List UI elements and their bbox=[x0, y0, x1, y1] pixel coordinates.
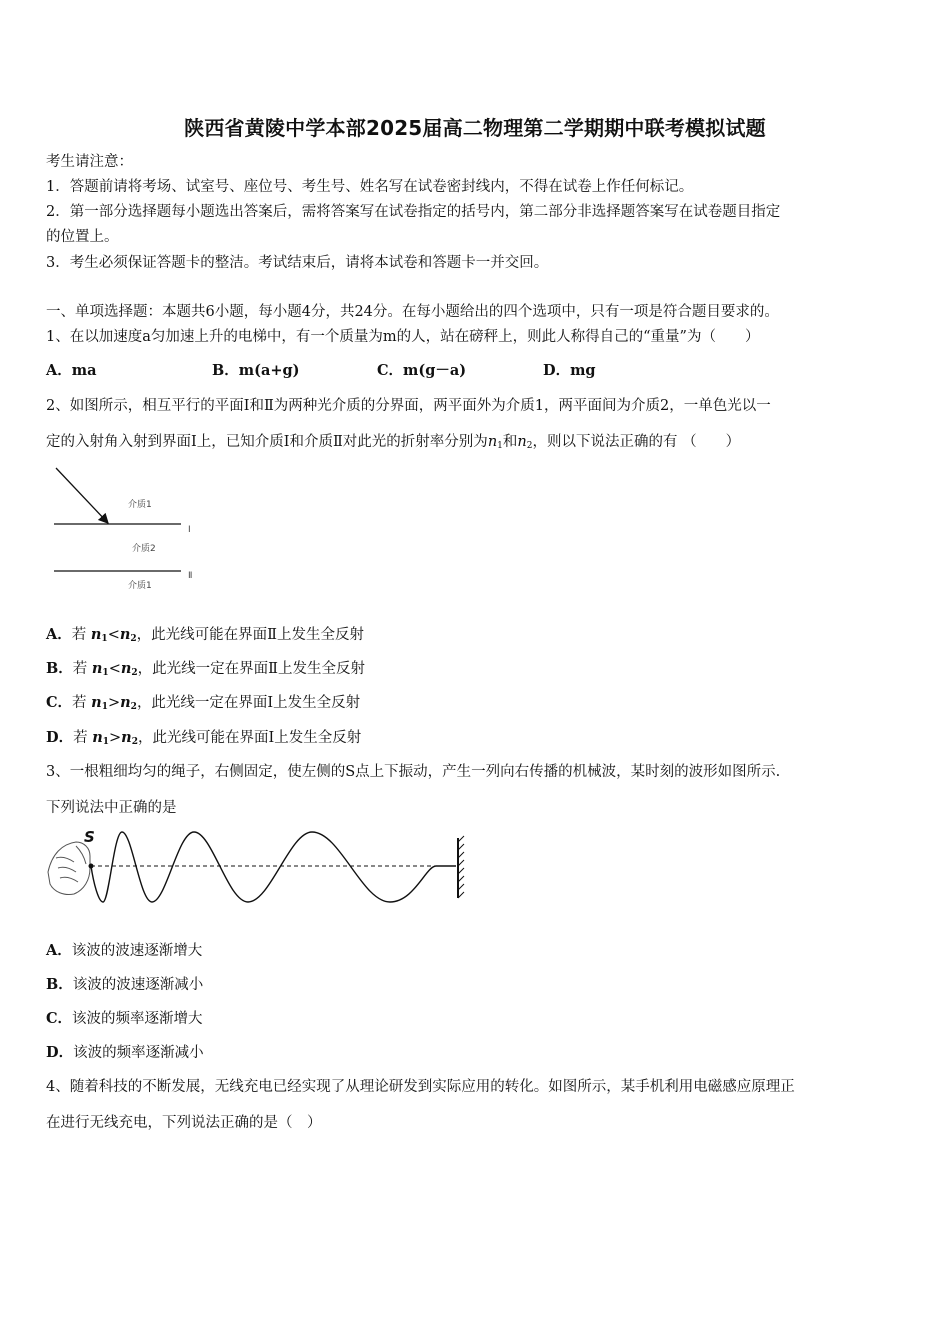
wave-curve bbox=[91, 832, 456, 902]
medium1-bottom-label: 介质1 bbox=[128, 581, 152, 591]
q1-option-d[interactable]: D．mg bbox=[543, 362, 596, 379]
q3-option-d[interactable]: D．该波的频率逐渐减小 bbox=[46, 1044, 204, 1061]
q1-stem: 1、在以加速度a匀加速上升的电梯中，有一个质量为m的人，站在磅秤上，则此人称得自己的“重量”为（ ） bbox=[46, 329, 760, 345]
q2-option-c[interactable]: C．若 $n_1>n_2$，此光线一定在界面Ⅰ上发生全反射 bbox=[46, 694, 361, 712]
page-title: 陕西省黄陵中学本部2025届高二物理第二学期期中联考模拟试题 bbox=[184, 116, 766, 140]
q3-option-a[interactable]: A．该波的波速逐渐增大 bbox=[46, 942, 203, 959]
medium2-label: 介质2 bbox=[132, 544, 156, 554]
q3-wave-figure bbox=[44, 828, 469, 912]
q1-option-a[interactable]: A．ma bbox=[46, 362, 97, 379]
q2-option-d[interactable]: D．若 $n_1>n_2$，此光线可能在界面Ⅰ上发生全反射 bbox=[46, 729, 362, 747]
q3-option-c[interactable]: C．该波的频率逐渐增大 bbox=[46, 1010, 203, 1027]
section-heading: 一、单项选择题：本题共6小题，每小题4分，共24分。在每小题给出的四个选项中，只有一项是符合题目要求的。 bbox=[46, 304, 779, 320]
q2-stem-line1: 2、如图所示，相互平行的平面Ⅰ和Ⅱ为两种光介质的分界面，两平面外为介质1，两平面间为介质2，一单色光以一 bbox=[46, 398, 771, 414]
q2-option-a[interactable]: A．若 $n_1<n_2$，此光线可能在界面Ⅱ上发生全反射 bbox=[46, 626, 365, 644]
notice-item-1: 1．答题前请将考场、试室号、座位号、考生号、姓名写在试卷密封线内，不得在试卷上作任何标记。 bbox=[46, 179, 694, 195]
hand-icon bbox=[48, 842, 90, 895]
incident-ray bbox=[56, 468, 108, 523]
q2-refraction-figure bbox=[46, 462, 216, 592]
interface-1-label: Ⅰ bbox=[188, 525, 191, 535]
q1-option-b[interactable]: B．m(a+g) bbox=[212, 362, 300, 379]
notice-item-2: 2．第一部分选择题每小题选出答案后，需将答案写在试卷指定的括号内，第二部分非选择题答案写在试卷题目指定 bbox=[46, 204, 781, 220]
q4-stem-line1: 4、随着科技的不断发展，无线充电已经实现了从理论研发到实际应用的转化。如图所示，某手机利用电磁感应原理正 bbox=[46, 1079, 795, 1095]
q3-stem-line1: 3、一根粗细均匀的绳子，右侧固定，使左侧的S点上下振动，产生一列向右传播的机械波，某时刻的波形如图所示. bbox=[46, 764, 781, 780]
notice-item-3: 3．考生必须保证答题卡的整洁。考试结束后，请将本试卷和答题卡一并交回。 bbox=[46, 255, 549, 271]
source-point-label: S bbox=[84, 828, 95, 846]
notice-heading: 考生请注意： bbox=[46, 154, 133, 170]
q4-stem-line2: 在进行无线充电，下列说法正确的是（ ） bbox=[46, 1115, 322, 1131]
notice-item-2-cont: 的位置上。 bbox=[46, 229, 119, 245]
medium1-top-label: 介质1 bbox=[128, 500, 152, 510]
q3-stem-line2: 下列说法中正确的是 bbox=[46, 800, 177, 816]
q2-stem-line2: 定的入射角入射到界面Ⅰ上，已知介质Ⅰ和介质Ⅱ对此光的折射率分别为$n_1$和$n_2$，则以下说法正确的有 （ ） bbox=[46, 434, 741, 451]
interface-2-label: Ⅱ bbox=[188, 571, 193, 581]
q2-option-b[interactable]: B．若 $n_1<n_2$，此光线一定在界面Ⅱ上发生全反射 bbox=[46, 660, 366, 678]
q3-option-b[interactable]: B．该波的波速逐渐减小 bbox=[46, 976, 204, 993]
q1-option-c[interactable]: C．m(g－a) bbox=[377, 362, 467, 379]
